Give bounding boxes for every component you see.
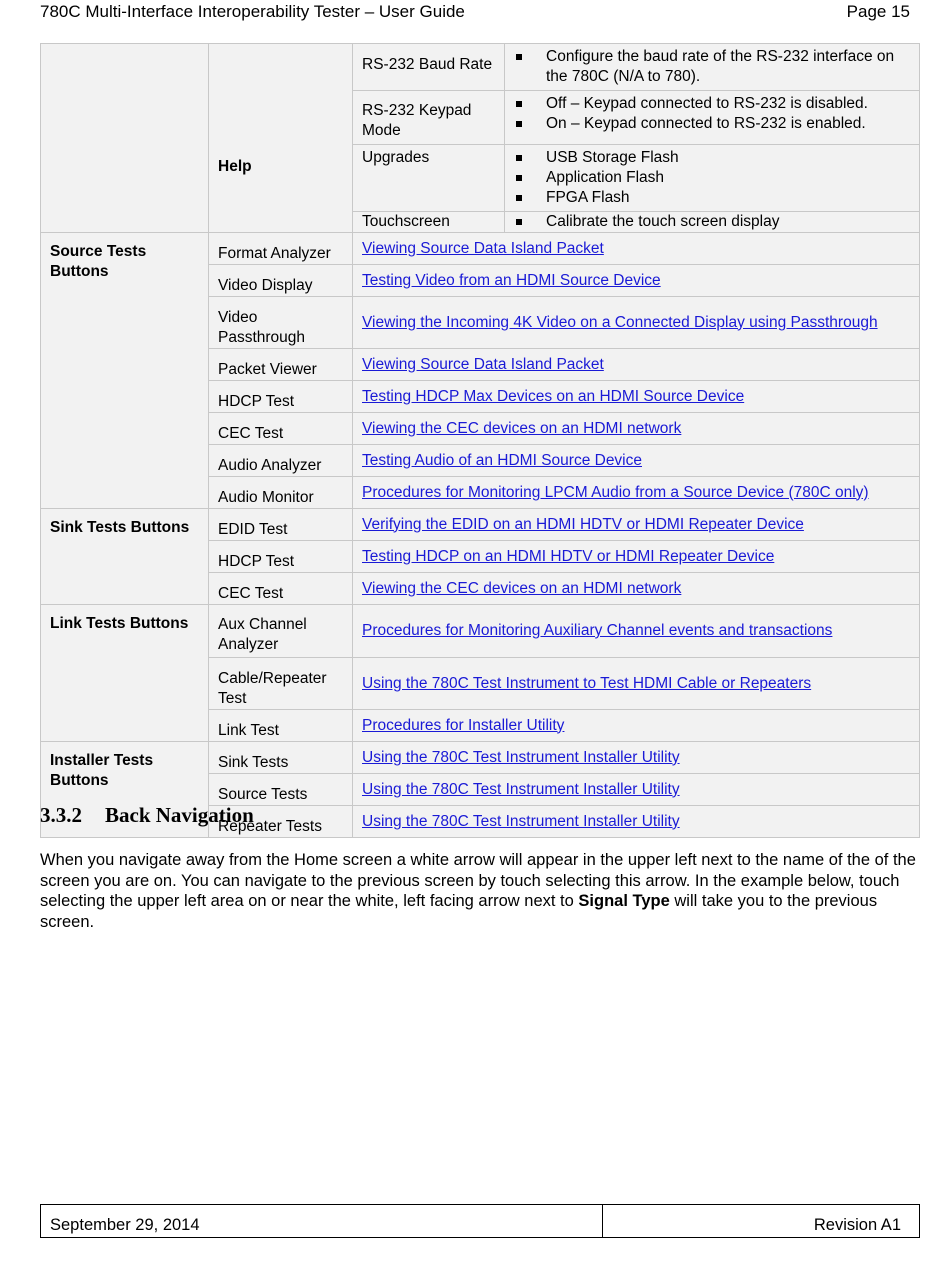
- setting-name: Upgrades: [353, 145, 505, 212]
- table-row: [41, 233, 920, 265]
- button-name: CEC Test: [209, 413, 353, 445]
- button-name: Aux Channel Analyzer: [209, 605, 353, 658]
- section-number: 3.3.2: [40, 803, 82, 827]
- signal-type-emphasis: Signal Type: [578, 892, 670, 911]
- document-header-title: 780C Multi-Interface Interoperability Tester – User Guide: [40, 2, 465, 21]
- setting-description: [505, 91, 920, 145]
- button-name: CEC Test: [209, 573, 353, 605]
- procedure-link[interactable]: Viewing the Incoming 4K Video on a Connected Display using Passthrough: [362, 313, 878, 331]
- button-name: Source Tests: [209, 774, 353, 806]
- list-item: Configure the baud rate of the RS-232 interface on the 780C (N/A to 780).: [514, 47, 911, 87]
- button-name: Audio Analyzer: [209, 445, 353, 477]
- list-item: Off – Keypad connected to RS-232 is disabled.: [514, 94, 911, 114]
- page-number: Page 15: [846, 2, 910, 21]
- procedure-link[interactable]: Viewing Source Data Island Packet: [362, 239, 604, 257]
- procedure-link[interactable]: Procedures for Monitoring LPCM Audio from a Source Device (780C only): [362, 483, 869, 501]
- settings-subgroup-cell: [209, 44, 353, 145]
- link-cell: [353, 605, 920, 658]
- table-row: [41, 605, 920, 658]
- paragraph-text-end: will take you to the previous screen.: [40, 892, 878, 931]
- link-cell: [353, 742, 920, 774]
- button-name: Link Test: [209, 710, 353, 742]
- footer-date: September 29, 2014: [41, 1205, 603, 1237]
- list-item: Application Flash: [514, 168, 911, 188]
- section-heading: [40, 803, 254, 828]
- setting-description: [505, 44, 920, 91]
- procedure-link[interactable]: Procedures for Installer Utility: [362, 716, 565, 734]
- procedure-link[interactable]: Verifying the EDID on an HDMI HDTV or HDMI Repeater Device: [362, 515, 804, 533]
- link-cell: [353, 413, 920, 445]
- list-item: On – Keypad connected to RS-232 is enabled.: [514, 114, 911, 134]
- procedure-link[interactable]: Testing HDCP on an HDMI HDTV or HDMI Repeater Device: [362, 547, 775, 565]
- link-cell: [353, 806, 920, 838]
- button-name: Video Display: [209, 265, 353, 297]
- link-cell: [353, 573, 920, 605]
- button-name: Cable/Repeater Test: [209, 658, 353, 710]
- procedure-link[interactable]: Using the 780C Test Instrument Installer Utility: [362, 812, 680, 830]
- button-name: Audio Monitor: [209, 477, 353, 509]
- link-cell: [353, 349, 920, 381]
- link-cell: [353, 297, 920, 349]
- link-cell: [353, 265, 920, 297]
- list-item: USB Storage Flash: [514, 148, 911, 168]
- procedure-link[interactable]: Using the 780C Test Instrument Installer Utility: [362, 780, 680, 798]
- table-row: [41, 509, 920, 541]
- procedure-link[interactable]: Using the 780C Test Instrument Installer Utility: [362, 748, 680, 766]
- settings-group-cell: [41, 44, 209, 233]
- link-cell: [353, 710, 920, 742]
- link-cell: [353, 381, 920, 413]
- button-name: Sink Tests: [209, 742, 353, 774]
- procedure-link[interactable]: Viewing the CEC devices on an HDMI network: [362, 419, 682, 437]
- setting-description: [505, 145, 920, 212]
- procedure-link[interactable]: Testing Video from an HDMI Source Device: [362, 271, 661, 289]
- link-cell: [353, 509, 920, 541]
- button-reference-table: [40, 43, 920, 838]
- procedure-link[interactable]: Viewing the CEC devices on an HDMI network: [362, 579, 682, 597]
- procedure-link[interactable]: Testing Audio of an HDMI Source Device: [362, 451, 642, 469]
- link-cell: [353, 658, 920, 710]
- footer-revision: Revision A1: [813, 1216, 901, 1234]
- table-row: [41, 44, 920, 91]
- group-label-sink: Sink Tests Buttons: [41, 509, 209, 605]
- page-footer: [40, 1204, 920, 1238]
- list-item: FPGA Flash: [514, 188, 911, 208]
- button-name: HDCP Test: [209, 381, 353, 413]
- group-label-source: Source Tests Buttons: [41, 233, 209, 509]
- group-label-installer: Installer Tests Buttons: [41, 742, 209, 838]
- button-name: Video Passthrough: [209, 297, 353, 349]
- setting-description: [505, 212, 920, 233]
- paragraph-text: When you navigate away from the Home screen a white arrow will appear in the upper left next to the name of the of the screen you are on. You can navigate to the previous screen by touch selecting this arrow. In the example below, touch selecting the upper left area on or near the white, left facing arrow next to: [40, 851, 916, 911]
- setting-name: Touchscreen: [353, 212, 505, 233]
- setting-name: RS-232 Keypad Mode: [353, 91, 505, 145]
- button-name: EDID Test: [209, 509, 353, 541]
- link-cell: [353, 541, 920, 573]
- button-name: Repeater Tests: [209, 806, 353, 838]
- table-row: [41, 742, 920, 774]
- procedure-link[interactable]: Using the 780C Test Instrument to Test HDMI Cable or Repeaters: [362, 674, 812, 692]
- body-paragraph: [40, 850, 920, 932]
- button-name: Packet Viewer: [209, 349, 353, 381]
- link-cell: [353, 445, 920, 477]
- help-label: Help: [209, 145, 353, 233]
- procedure-link[interactable]: Procedures for Monitoring Auxiliary Channel events and transactions: [362, 622, 833, 639]
- link-cell: [353, 477, 920, 509]
- procedure-link[interactable]: Testing HDCP Max Devices on an HDMI Source Device: [362, 387, 745, 405]
- section-title: Back Navigation: [105, 803, 254, 827]
- setting-name: RS-232 Baud Rate: [353, 44, 505, 91]
- button-name: Format Analyzer: [209, 233, 353, 265]
- list-item: Calibrate the touch screen display: [514, 212, 911, 232]
- button-name: HDCP Test: [209, 541, 353, 573]
- procedure-link[interactable]: Viewing Source Data Island Packet: [362, 355, 604, 373]
- group-label-link: Link Tests Buttons: [41, 605, 209, 742]
- link-cell: [353, 774, 920, 806]
- link-cell: [353, 233, 920, 265]
